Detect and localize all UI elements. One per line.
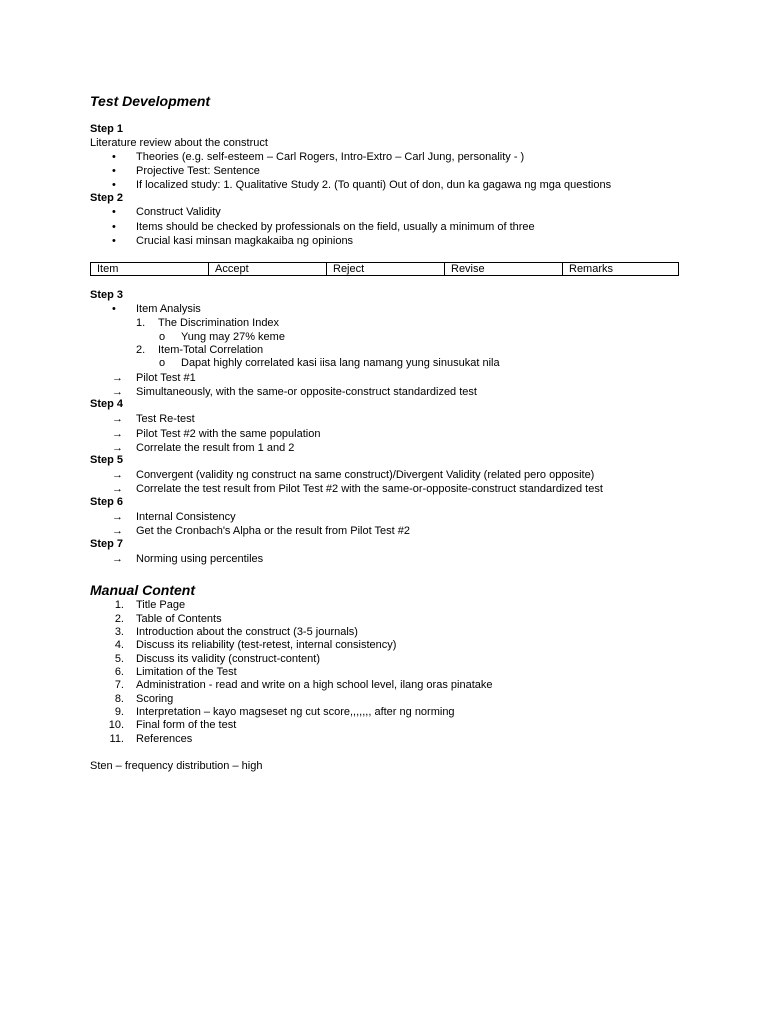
step-4-label: Step 4: [90, 398, 124, 410]
arrow-right-icon: →: [112, 428, 123, 440]
bullet-icon: •: [112, 165, 116, 177]
bullet-icon: •: [112, 303, 116, 315]
sten-note: Sten – frequency distribution – high: [90, 760, 263, 772]
bullet-icon: •: [112, 151, 116, 163]
table-header-cell: Revise: [445, 263, 563, 276]
bullet-icon: •: [112, 235, 116, 247]
table-header-row: [91, 263, 679, 276]
step-5-label: Step 5: [90, 454, 124, 466]
heading-test-development: Test Development: [90, 93, 211, 109]
table-header-cell: Reject: [327, 263, 445, 276]
step-2-label: Step 2: [90, 192, 124, 204]
review-table: [90, 262, 679, 276]
bullet-icon: •: [112, 221, 116, 233]
arrow-right-icon: →: [112, 483, 123, 495]
circle-bullet-icon: o: [159, 331, 166, 343]
arrow-right-icon: →: [112, 511, 123, 523]
arrow-right-icon: →: [112, 525, 123, 537]
table-header-cell: Accept: [209, 263, 327, 276]
table-header-cell: Item: [91, 263, 209, 276]
step-7-label: Step 7: [90, 538, 124, 550]
heading-manual-content: Manual Content: [90, 582, 195, 598]
arrow-right-icon: →: [112, 386, 123, 398]
step-1-label: Step 1: [90, 123, 124, 135]
table-header-cell: Remarks: [563, 263, 679, 276]
bullet-icon: •: [112, 206, 116, 218]
circle-bullet-icon: o: [159, 357, 166, 369]
bullet-icon: •: [112, 179, 116, 191]
arrow-right-icon: →: [112, 413, 123, 425]
arrow-right-icon: →: [112, 372, 123, 384]
arrow-right-icon: →: [112, 442, 123, 454]
step-1-description: Literature review about the construct: [90, 137, 268, 149]
step-6-label: Step 6: [90, 496, 124, 508]
arrow-right-icon: →: [112, 553, 123, 565]
step-3-label: Step 3: [90, 289, 124, 301]
arrow-right-icon: →: [112, 469, 123, 481]
